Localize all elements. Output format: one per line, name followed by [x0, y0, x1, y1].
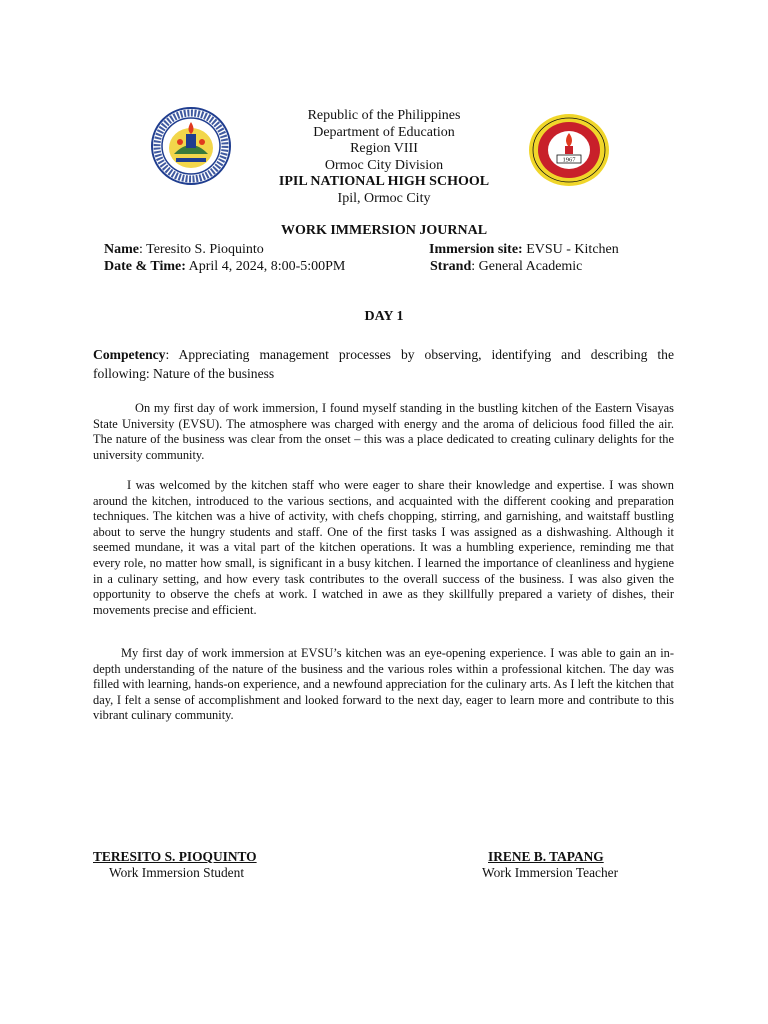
day-heading: DAY 1 [364, 309, 404, 324]
republic-line: Republic of the Philippines [307, 108, 461, 123]
paragraph-2: I was welcomed by the kitchen staff who were eager to share their knowledge and expertise. I was shown around the kitchen, introduced to the various sections, and acquainted with the different cooking and preparation techniques. The kitchen was a hive of activity, with chefs chopping, stirring, and garnishing, and waitstaff bustling about to serve the hungry students and staff. One of the first tasks I was assigned as a dishwashing. Although it seemed mundane, it was a vital part of the kitchen operations. It was a humbling experience, reminding me that every role, no matter how small, is significant in a busy kitchen. I learned the importance of cleanliness and hygiene in a culinary setting, and how every task contributes to the overall success of the business. I was also given the opportunity to observe the chefs at work. I watched in awe as they skillfully prepared a variety of dishes, their movements precise and efficient. [93, 478, 674, 617]
site-field [429, 241, 619, 258]
journal-title: WORK IMMERSION JOURNAL [280, 223, 488, 238]
teacher-role: Work Immersion Teacher [482, 865, 619, 880]
letterhead [0, 108, 768, 208]
strand-value: : General Academic [471, 259, 583, 274]
site-label: Immersion site: [429, 242, 523, 257]
competency-label: Competency [93, 347, 166, 362]
paragraph-1: On my first day of work immersion, I found myself standing in the bustling kitchen of the Eastern Visayas State University (EVSU). The atmosphere was charged with energy and the aroma of delicious food filled the air. The nature of the business was clear from the onset – this was a place dedicated to creating culinary delights for the university community. [93, 401, 674, 462]
school-name: IPIL NATIONAL HIGH SCHOOL [278, 174, 490, 190]
strand-label: Strand [430, 259, 472, 274]
school-seal-year: 1967 [562, 156, 576, 164]
date-value: April 4, 2024, 8:00-5:00PM [185, 259, 346, 274]
region-line: Region VIII [350, 141, 418, 157]
competency [93, 346, 674, 383]
date-field [104, 258, 345, 275]
name-label: Name [104, 242, 139, 257]
school-address: Ipil, Ormoc City [337, 190, 431, 206]
name-value: : Teresito S. Pioquinto [139, 242, 264, 257]
teacher-signature-name: IRENE B. TAPANG [488, 849, 604, 864]
paragraph-3: My first day of work immersion at EVSU’s kitchen was an eye-opening experience. I was able to gain an in-depth understanding of the nature of the business and the various roles within a professional kitchen. The day was filled with learning, hands-on experience, and a newfound appreciation for the culinary arts. As I left the kitchen that day, I felt a sense of accomplishment and looked forward to the next day, eager to learn more and contribute to this vibrant culinary community. [93, 646, 674, 723]
competency-text: : Appreciating management processes by observing, identifying and describing the following: Nature of the business [93, 347, 674, 381]
student-role: Work Immersion Student [109, 865, 245, 880]
division-line: Ormoc City Division [324, 157, 444, 173]
site-value: EVSU - Kitchen [522, 242, 619, 257]
strand-field [430, 258, 582, 275]
department-line: Department of Education [313, 124, 455, 140]
date-label: Date & Time: [104, 259, 186, 274]
student-signature-name: TERESITO S. PIOQUINTO [93, 849, 257, 864]
name-field [104, 241, 264, 258]
